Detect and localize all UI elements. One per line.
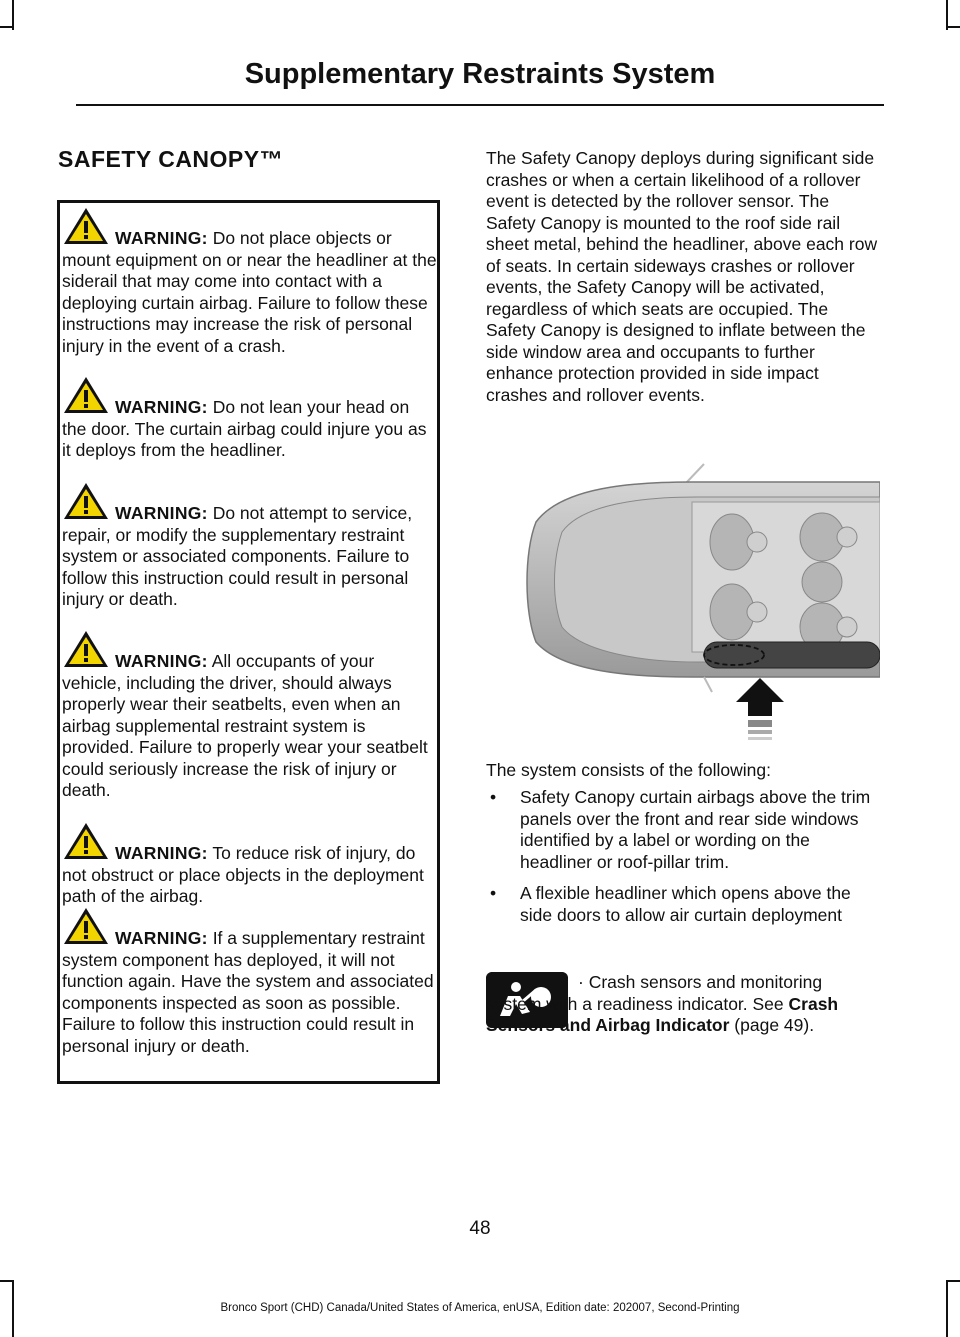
crash-sensors-prefix: · Crash sensors and monitoring system with a readiness indicator. See [486,972,823,1014]
crash-sensors-suffix: (page 49). [729,1015,815,1035]
warning-text: Do not lean your head on the door. The curtain airbag could injure you as it deploys from the headliner. [62,397,427,460]
warning-triangle-icon [62,821,110,861]
list-item [486,883,880,926]
warning-text: Do not attempt to service, repair, or modify the supplementary restraint system or associated components. Failure to follow this instruction could result in personal injury or death. [62,503,413,609]
warning-3 [62,503,438,611]
warning-5 [62,843,438,908]
warning-triangle-icon [62,206,110,246]
safety-canopy-vehicle-illustration [522,462,880,740]
bullet-icon: • [490,787,497,807]
section-title: SAFETY CANOPY™ [58,146,284,172]
crash-sensors-text [486,972,880,1037]
crop-mark-bottom-left-h [0,1280,14,1282]
crop-mark-top-right-h [946,26,960,28]
warning-4 [62,651,438,802]
warning-label: WARNING: [115,651,208,671]
warning-label: WARNING: [115,843,208,863]
warning-text: To reduce risk of injury, do not obstruct or place objects in the deployment path of the airbag. [62,843,424,906]
intro-paragraph: The Safety Canopy deploys during significant side crashes or when a certain likelihood of a rollover event is detected by the rollover sensor. The Safety Canopy is mounted to the roof side rail sheet metal, behind the headliner, above each row of seats. In certain sideways crashes or rollover events, the Safety Canopy will be activated, regardless of which seats are occupied. The Safety Canopy is designed to inflate between the side window area and occupants to further enhance protection provided in side impact crashes and rollover events. [486,148,878,405]
header-rule [76,104,884,106]
crop-mark-top-left-h [0,26,14,28]
warning-text: All occupants of your vehicle, including the driver, should always properly wear their seatbelts, even when an airbag supplemental restraint system is provided. Failure to properly wear your seatbelt could seriously increase the risk of injury or death. [62,651,428,800]
warning-triangle-icon [62,481,110,521]
system-components-list [486,787,880,936]
warning-triangle-icon [62,629,110,669]
page-header-title: Supplementary Restraints System [244,58,716,90]
bullet-icon: • [490,883,497,903]
page-footer: Bronco Sport (CHD) Canada/United States of America, enUSA, Edition date: 202007, Second-Printing [220,1302,740,1314]
warning-label: WARNING: [115,397,208,417]
crash-sensors-link[interactable]: Crash Sensors and Airbag Indicator [486,993,839,1035]
warning-text: If a supplementary restraint system component has deployed, it will not function again. Have the system and associated components inspected as soon as possible. Failure to follow this instruction could result in personal injury or death. [62,928,434,1056]
warning-label: WARNING: [115,928,208,948]
list-item-text: A flexible headliner which opens above the side doors to allow air curtain deployment [520,883,851,925]
warning-6 [62,928,438,1057]
warning-text: Do not place objects or mount equipment on or near the headliner at the siderail that may come into contact with a deploying curtain airbag. Failure to follow these instructions may increase the risk of personal injury in the event of a crash. [62,228,437,356]
crop-mark-bottom-right-h [946,1280,960,1282]
warning-label: WARNING: [115,503,208,523]
warning-label: WARNING: [115,228,208,248]
page-number: 48 [469,1218,491,1239]
warning-1 [62,228,438,357]
consists-text: The system consists of the following: [486,760,771,780]
list-item [486,787,880,873]
list-item-text: Safety Canopy curtain airbags above the trim panels over the front and rear side windows identified by a label or wording on the headliner or roof-pillar trim. [520,787,871,872]
warning-2 [62,397,438,462]
warning-triangle-icon [62,375,110,415]
warning-triangle-icon [62,906,110,946]
